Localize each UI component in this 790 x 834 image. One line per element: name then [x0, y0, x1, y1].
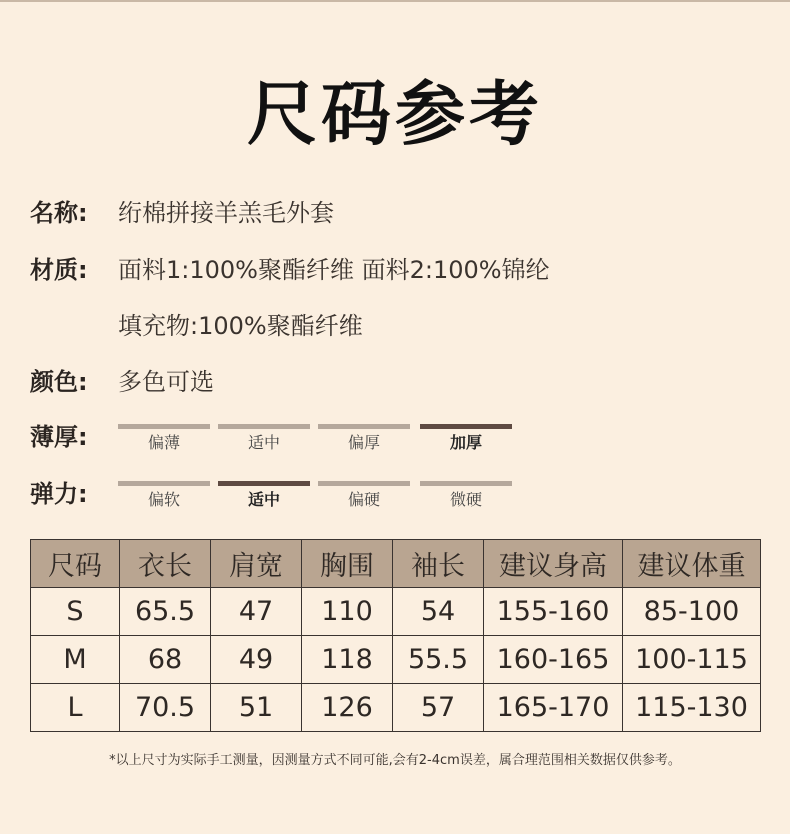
table-cell: 155-160: [484, 588, 623, 636]
header-weight: 建议体重: [623, 540, 761, 588]
table-cell: S: [31, 588, 120, 636]
material-value-2: 填充物:100%聚酯纤维: [118, 312, 363, 340]
table-cell: 54: [393, 588, 484, 636]
color-value: 多色可选: [118, 368, 214, 396]
table-cell: 55.5: [393, 636, 484, 684]
elasticity-label: 弹力:: [30, 480, 88, 508]
elasticity-option: [118, 481, 210, 510]
material-value-1: 面料1:100%聚酯纤维 面料2:100%锦纶: [118, 256, 550, 284]
elasticity-option-label: 偏硬: [347, 490, 380, 509]
table-cell: 126: [302, 684, 393, 732]
table-row: [31, 588, 761, 636]
table-cell: 85-100: [623, 588, 761, 636]
table-cell: M: [31, 636, 120, 684]
elasticity-scale: [118, 481, 518, 521]
thickness-option-label: 加厚: [449, 433, 482, 452]
elasticity-option-label: 偏软: [147, 490, 180, 509]
thickness-bar: [118, 424, 210, 429]
table-cell: 118: [302, 636, 393, 684]
name-label: 名称:: [30, 199, 88, 227]
size-table: [30, 539, 761, 732]
thickness-option: [118, 424, 210, 453]
table-cell: 57: [393, 684, 484, 732]
table-cell: 51: [211, 684, 302, 732]
table-cell: 70.5: [120, 684, 211, 732]
page-title: 尺码参考: [247, 73, 543, 155]
elasticity-bar: [318, 481, 410, 486]
table-cell: 49: [211, 636, 302, 684]
top-divider: [0, 0, 790, 2]
measurement-note: *以上尺寸为实际手工测量，因测量方式不同可能,会有2-4cm误差，属合理范围相关数据仅供参考。: [109, 753, 681, 768]
thickness-option-label: 偏厚: [347, 433, 380, 452]
thickness-label: 薄厚:: [30, 423, 88, 451]
table-cell: 47: [211, 588, 302, 636]
elasticity-bar: [118, 481, 210, 486]
thickness-option: [218, 424, 310, 453]
thickness-option-label: 偏薄: [147, 433, 180, 452]
elasticity-option: [318, 481, 410, 510]
table-cell: L: [31, 684, 120, 732]
color-label: 颜色:: [30, 368, 88, 396]
thickness-scale: [118, 424, 518, 464]
header-sleeve: 袖长: [393, 540, 484, 588]
table-cell: 115-130: [623, 684, 761, 732]
header-size: 尺码: [31, 540, 120, 588]
thickness-bar: [318, 424, 410, 429]
table-cell: 100-115: [623, 636, 761, 684]
table-cell: 160-165: [484, 636, 623, 684]
table-row: [31, 636, 761, 684]
table-cell: 68: [120, 636, 211, 684]
material-label: 材质:: [30, 256, 88, 284]
table-header-row: [31, 540, 761, 588]
table-cell: 65.5: [120, 588, 211, 636]
header-length: 衣长: [120, 540, 211, 588]
elasticity-bar: [218, 481, 310, 486]
header-shoulder: 肩宽: [211, 540, 302, 588]
thickness-option-label: 适中: [247, 433, 280, 452]
table-row: [31, 684, 761, 732]
header-chest: 胸围: [302, 540, 393, 588]
table-cell: 110: [302, 588, 393, 636]
elasticity-option: [218, 481, 310, 510]
thickness-bar: [218, 424, 310, 429]
thickness-option: [318, 424, 410, 453]
thickness-option: [420, 424, 512, 453]
elasticity-option-label: 微硬: [449, 490, 482, 509]
thickness-bar: [420, 424, 512, 429]
elasticity-option: [420, 481, 512, 510]
header-height: 建议身高: [484, 540, 623, 588]
elasticity-option-label: 适中: [247, 490, 280, 509]
name-value: 绗棉拼接羊羔毛外套: [118, 199, 334, 227]
elasticity-bar: [420, 481, 512, 486]
table-cell: 165-170: [484, 684, 623, 732]
